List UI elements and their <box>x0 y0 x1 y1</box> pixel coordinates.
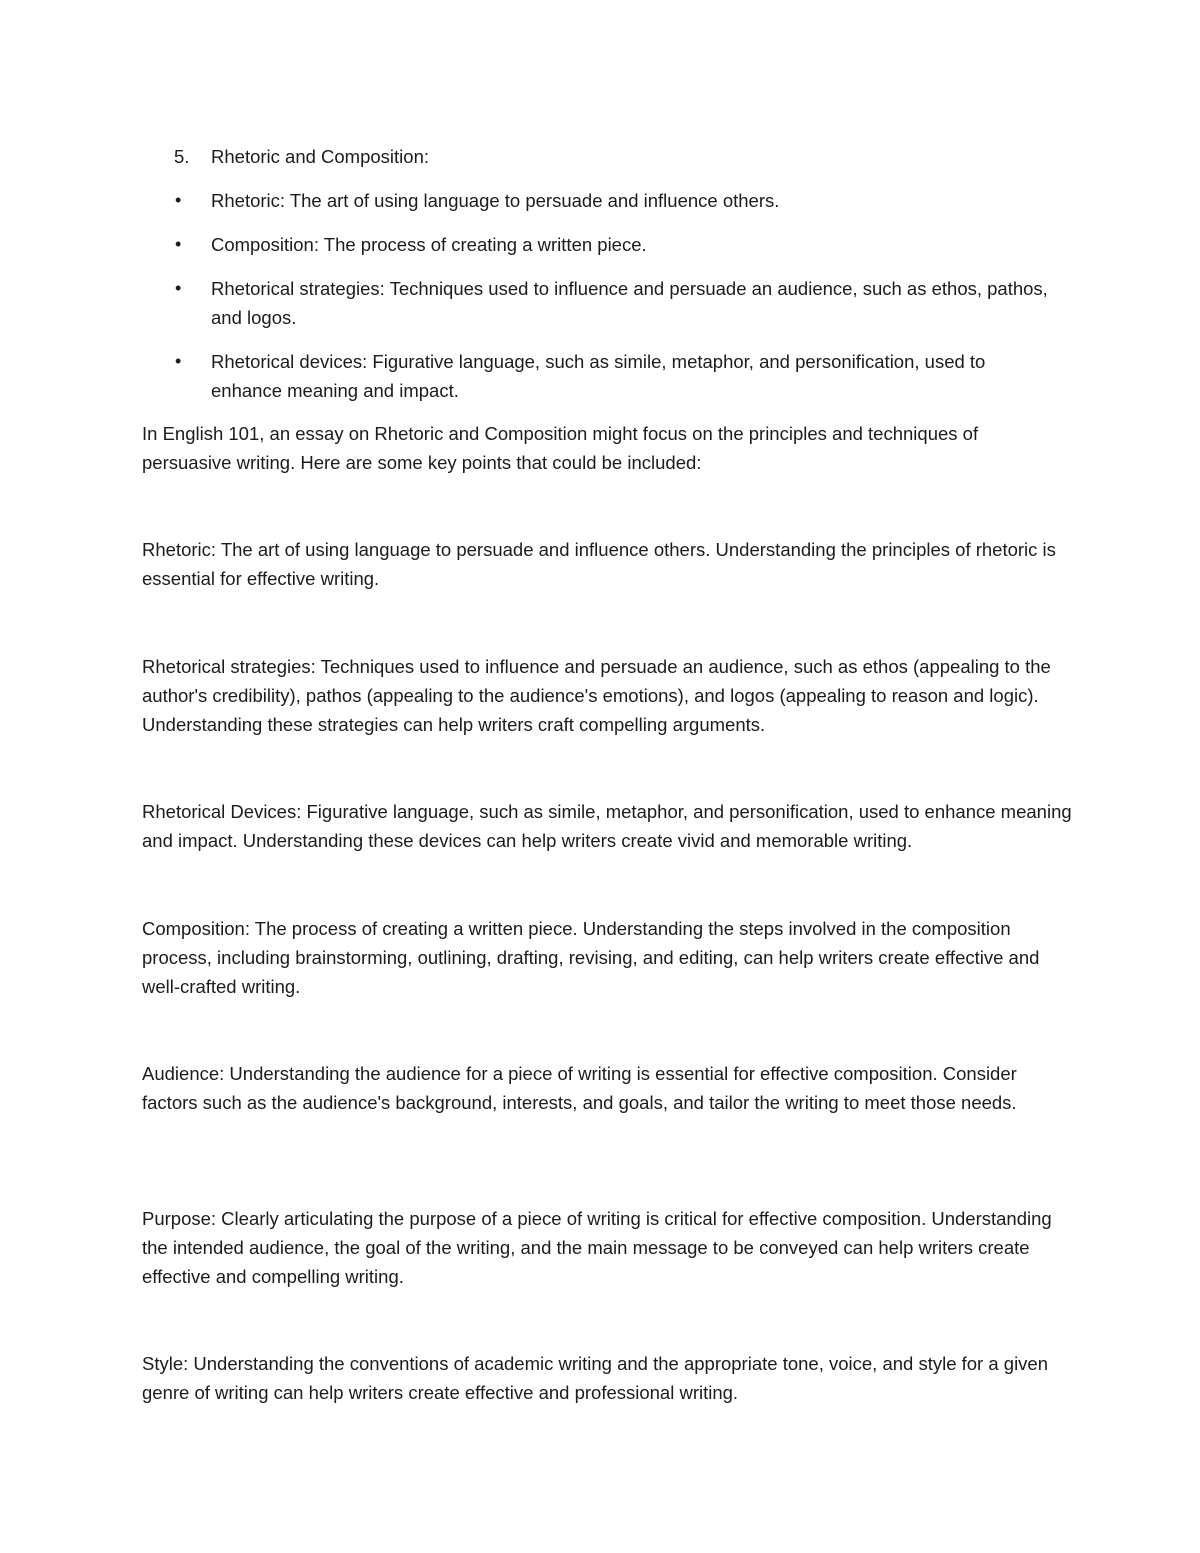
bullet-text: Rhetorical devices: Figurative language, such as simile, metaphor, and personification, used to enhance meaning and impact. <box>211 351 986 401</box>
paragraph-rhetorical-strategies: Rhetorical strategies: Techniques used to influence and persuade an audience, such as ethos (appealing to the author's credibility), pathos (appealing to the audience's emotions), and logos (appealing to reason and logic). Understanding these strategies can help writers craft compelling arguments. <box>142 656 1051 735</box>
bullet-marker: • <box>175 234 182 254</box>
intro-paragraph: In English 101, an essay on Rhetoric and Composition might focus on the principles and techniques of persuasive writing. Here are some key points that could be included: <box>142 423 979 473</box>
bullet-item <box>174 347 1054 405</box>
bullet-marker: • <box>175 190 182 210</box>
bullet-marker: • <box>175 351 182 371</box>
paragraph-rhetoric: Rhetoric: The art of using language to persuade and influence others. Understanding the principles of rhetoric is essential for effective writing. <box>142 539 1056 589</box>
bullet-item <box>174 230 1054 259</box>
paragraph-audience: Audience: Understanding the audience for a piece of writing is essential for effective composition. Consider factors such as the audience's background, interests, and goals, and tailor the writing to meet those needs. <box>142 1063 1017 1113</box>
bullet-item <box>174 274 1054 332</box>
bullet-text: Rhetoric: The art of using language to persuade and influence others. <box>211 190 780 211</box>
bullet-text: Rhetorical strategies: Techniques used to influence and persuade an audience, such as ethos, pathos, and logos. <box>211 278 1048 328</box>
section-title: Rhetoric and Composition: <box>211 146 429 167</box>
section-heading <box>174 142 429 171</box>
bullet-text: Composition: The process of creating a written piece. <box>211 234 647 255</box>
bullet-item <box>174 186 1054 215</box>
bullet-marker: • <box>175 278 182 298</box>
paragraph-rhetorical-devices: Rhetorical Devices: Figurative language, such as simile, metaphor, and personification, used to enhance meaning and impact. Understanding these devices can help writers create vivid and memorable writing. <box>142 801 1072 851</box>
bullet-list <box>174 186 1054 420</box>
paragraph-style: Style: Understanding the conventions of academic writing and the appropriate tone, voice, and style for a given genre of writing can help writers create effective and professional writing. <box>142 1353 1049 1403</box>
paragraph-composition: Composition: The process of creating a written piece. Understanding the steps involved in the composition process, including brainstorming, outlining, drafting, revising, and editing, can help writers create effective and well-crafted writing. <box>142 918 1040 997</box>
paragraph-purpose: Purpose: Clearly articulating the purpose of a piece of writing is critical for effective composition. Understanding the intended audience, the goal of the writing, and the main message to be conveyed can help writers create effective and compelling writing. <box>142 1208 1052 1287</box>
section-number: 5. <box>174 146 190 167</box>
